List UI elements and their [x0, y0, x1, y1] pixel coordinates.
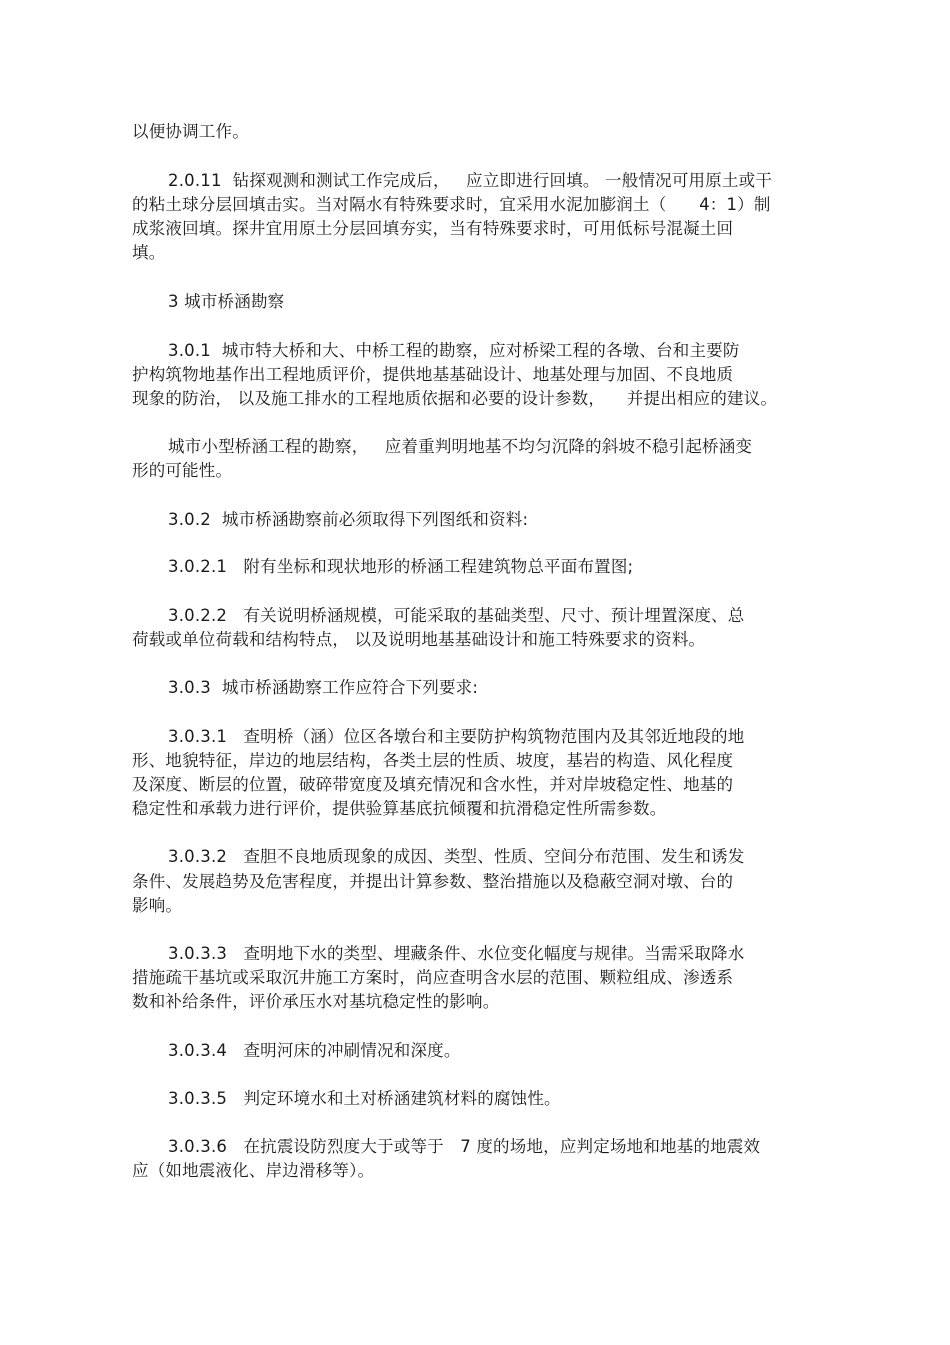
text-line: 应（如地震液化、岸边滑移等）。: [132, 1161, 375, 1180]
text-line: 3.0.2.2 有关说明桥涵规模，可能采取的基础类型、尺寸、预计埋置深度、总: [168, 606, 745, 625]
text-line: 荷载或单位荷载和结构特点， 以及说明地基基础设计和施工特殊要求的资料。: [132, 630, 706, 649]
text-line: 数和补给条件，评价承压水对基坑稳定性的影响。: [132, 992, 500, 1011]
section-heading: 3 城市桥涵勘察: [168, 292, 285, 311]
text-line: 措施疏干基坑或采取沉井施工方案时，尚应查明含水层的范围、颗粒组成、渗透系: [132, 968, 734, 987]
text-line: 及深度、断层的位置，破碎带宽度及填充情况和含水性，并对岸坡稳定性、地基的: [132, 775, 734, 794]
text-line: 的粘土球分层回填击实。当对隔水有特殊要求时，宜采用水泥加膨润土（ 4：1）制: [132, 195, 771, 214]
text-line: 3.0.2 城市桥涵勘察前必须取得下列图纸和资料:: [168, 510, 529, 529]
text-line: 以便协调工作。: [132, 122, 249, 141]
text-line: 成浆液回填。探井宜用原土分层回填夯实，当有特殊要求时，可用低标号混凝土回: [132, 219, 734, 238]
text-line: 护构筑物地基作出工程地质评价，提供地基基础设计、地基处理与加固、不良地质: [132, 365, 734, 384]
text-line: 形、地貌特征，岸边的地层结构，各类土层的性质、坡度，基岩的构造、风化程度: [132, 751, 734, 770]
text-line: 现象的防治， 以及施工排水的工程地质依据和必要的设计参数， 并提出相应的建议。: [132, 389, 778, 408]
text-line: 填。: [132, 243, 166, 262]
text-line: 3.0.3.2 查胆不良地质现象的成因、类型、性质、空间分布范围、发生和诱发: [168, 847, 745, 866]
text-line: 2.0.11 钻探观测和测试工作完成后， 应立即进行回填。 一般情况可用原土或干: [168, 171, 773, 190]
text-line: 稳定性和承载力进行评价，提供验算基底抗倾覆和抗滑稳定性所需参数。: [132, 799, 667, 818]
text-line: 3.0.3.6 在抗震设防烈度大于或等于 7 度的场地，应判定场地和地基的地震效: [168, 1137, 761, 1156]
text-line: 条件、发展趋势及危害程度，并提出计算参数、整治措施以及稳蔽空洞对墩、台的: [132, 872, 734, 891]
text-line: 形的可能性。: [132, 461, 233, 480]
text-line: 3.0.1 城市特大桥和大、中桥工程的勘察，应对桥梁工程的各墩、台和主要防: [168, 341, 740, 360]
text-line: 影响。: [132, 896, 183, 915]
text-line: 3.0.3.4 查明河床的冲刷情况和深度。: [168, 1041, 461, 1060]
text-line: 3.0.3.5 判定环境水和土对桥涵建筑材料的腐蚀性。: [168, 1089, 561, 1108]
text-line: 3.0.3.1 查明桥（涵）位区各墩台和主要防护构筑物范围内及其邻近地段的地: [168, 727, 745, 746]
text-line: 3.0.3 城市桥涵勘察工作应符合下列要求:: [168, 678, 479, 697]
text-line: 城市小型桥涵工程的勘察， 应着重判明地基不均匀沉降的斜坡不稳引起桥涵变: [168, 437, 753, 456]
text-line: 3.0.2.1 附有坐标和现状地形的桥涵工程建筑物总平面布置图;: [168, 557, 634, 576]
text-line: 3.0.3.3 查明地下水的类型、埋藏条件、水位变化幅度与规律。当需采取降水: [168, 944, 745, 963]
